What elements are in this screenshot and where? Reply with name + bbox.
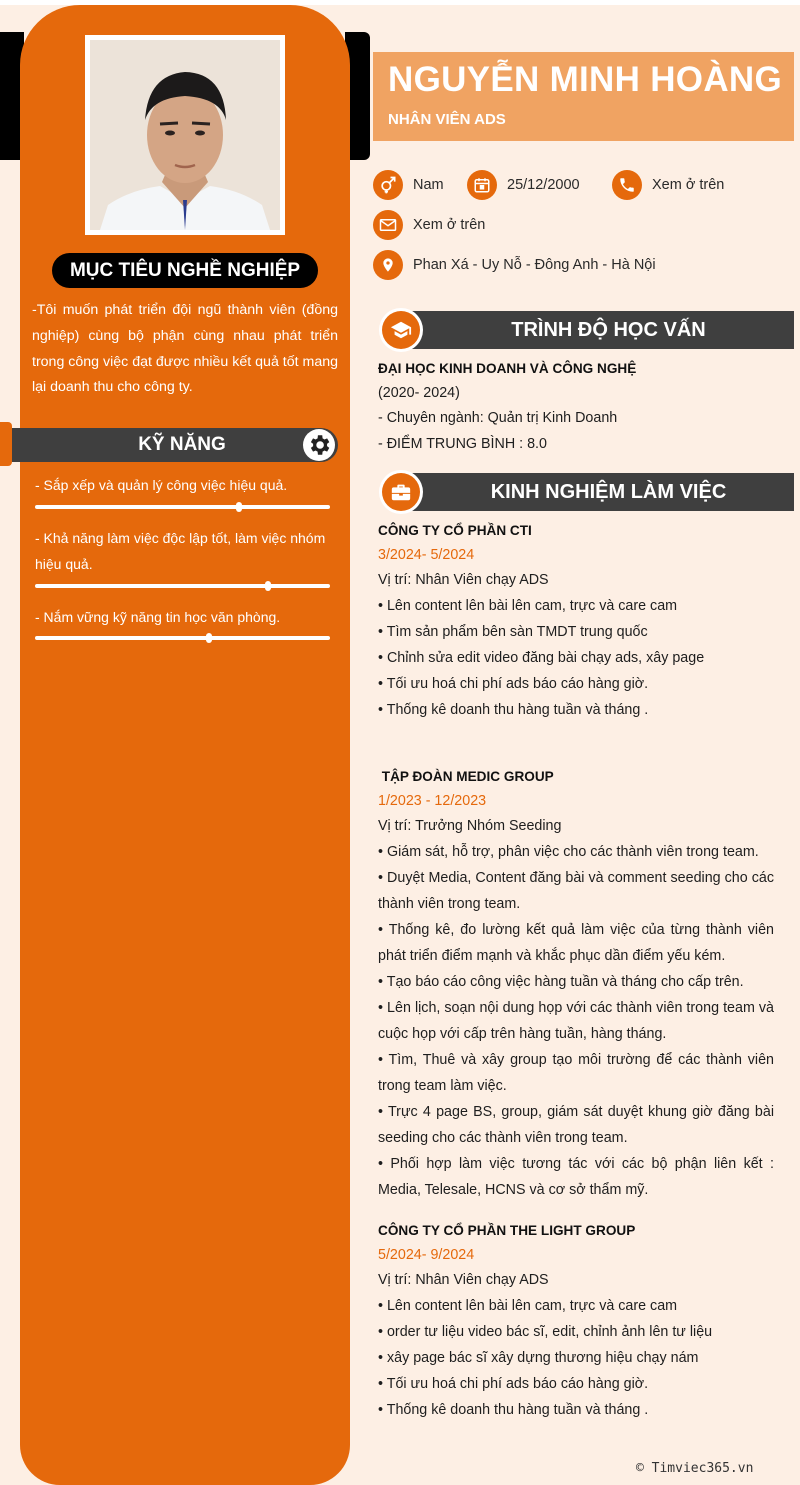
- job-position: Vị trí: Trưởng Nhóm Seeding: [378, 818, 562, 834]
- location-icon: [373, 250, 403, 280]
- name-header: [373, 52, 794, 141]
- phone-icon: [612, 170, 642, 200]
- job-duty: • Tạo báo cáo công việc hàng tuần và tháng cho cấp trên.: [378, 974, 744, 990]
- skill-level-knob: [206, 633, 212, 643]
- job-duty: • Lên content lên bài lên cam, trực và care cam: [378, 1298, 678, 1314]
- job-duty: • xây page bác sĩ xây dựng thương hiệu chạy nám: [378, 1350, 699, 1366]
- job-company: TẬP ĐOÀN MEDIC GROUP: [378, 769, 554, 784]
- experience-header: [373, 473, 794, 511]
- education-period: (2020- 2024): [378, 385, 460, 401]
- job-duty: • Giám sát, hỗ trợ, phân việc cho các thành viên trong team.: [378, 844, 759, 860]
- address-value: Phan Xá - Uy Nỗ - Đông Anh - Hà Nội: [413, 257, 656, 273]
- job-duty: • order tư liệu video bác sĩ, edit, chỉnh ảnh lên tư liệu: [378, 1324, 713, 1340]
- job-company: CÔNG TY CỔ PHẦN CTI: [378, 523, 532, 538]
- dob-value: 25/12/2000: [507, 177, 580, 193]
- footer-watermark: © Timviec365.vn: [636, 1461, 754, 1476]
- objective-heading: MỤC TIÊU NGHỀ NGHIỆP: [52, 253, 318, 288]
- job-duty: • Thống kê doanh thu hàng tuần và tháng .: [378, 1402, 649, 1418]
- job-duty: • Tối ưu hoá chi phí ads báo cáo hàng giờ.: [378, 676, 649, 692]
- skill-level-bar: [35, 505, 330, 509]
- skill-label: - Sắp xếp và quản lý công việc hiệu quả.: [35, 477, 288, 493]
- job-duty: • Tìm, Thuê và xây group tạo môi trường để các thành viên trong team làm việc.: [378, 1052, 774, 1094]
- education-header: [373, 311, 794, 349]
- candidate-name: NGUYỄN MINH HOÀNG: [388, 60, 782, 99]
- skill-level-bar: [35, 636, 330, 640]
- education-gpa: - ĐIỂM TRUNG BÌNH : 8.0: [378, 436, 547, 452]
- graduation-cap-icon: [382, 311, 420, 349]
- gender-icon: [373, 170, 403, 200]
- job-period: 5/2024- 9/2024: [378, 1247, 475, 1263]
- experience-heading: KINH NGHIỆM LÀM VIỆC: [490, 481, 727, 503]
- skill-label: - Khả năng làm việc độc lập tốt, làm việc nhóm hiệu quả.: [35, 530, 326, 572]
- calendar-icon: [467, 170, 497, 200]
- education-major: - Chuyên ngành: Quản trị Kinh Doanh: [378, 410, 618, 426]
- job-duty: • Duyệt Media, Content đăng bài và comment seeding cho các thành viên trong team.: [378, 870, 774, 912]
- skill-level-bar: [35, 584, 330, 588]
- skills-heading-bar: [12, 428, 338, 462]
- job-duty: • Tối ưu hoá chi phí ads báo cáo hàng giờ.: [378, 1376, 649, 1392]
- job-duty: • Chỉnh sửa edit video đăng bài chạy ads, xây page: [378, 650, 705, 666]
- profile-photo-frame: [85, 35, 285, 235]
- gear-icon: [303, 429, 335, 461]
- job-position: Vị trí: Nhân Viên chạy ADS: [378, 1272, 549, 1288]
- job-duty: • Phối hợp làm việc tương tác với các bộ phận liên kết : Media, Telesale, HCNS và cơ sở thẩm mỹ.: [378, 1156, 774, 1198]
- job-duty: • Thống kê doanh thu hàng tuần và tháng .: [378, 702, 649, 718]
- job-period: 3/2024- 5/2024: [378, 547, 475, 563]
- school-name: ĐẠI HỌC KINH DOANH VÀ CÔNG NGHỆ: [378, 361, 637, 376]
- job-duty: • Lên lịch, soạn nội dung họp với các thành viên trong team và cuộc họp với cấp trên hàng tuần, hàng tháng.: [378, 1000, 774, 1042]
- candidate-title: NHÂN VIÊN ADS: [388, 111, 506, 128]
- phone-value: Xem ở trên: [652, 177, 725, 193]
- decor-skills-tab: [0, 422, 12, 466]
- skill-label: - Nắm vững kỹ năng tin học văn phòng.: [35, 609, 281, 625]
- job-position: Vị trí: Nhân Viên chạy ADS: [378, 572, 549, 588]
- education-heading: TRÌNH ĐỘ HỌC VẤN: [511, 319, 706, 341]
- job-duty: • Thống kê, đo lường kết quả làm việc của từng thành viên phát triển điểm mạnh và khắc phục dần điểm yếu kém.: [378, 922, 774, 964]
- job-period: 1/2023 - 12/2023: [378, 793, 487, 809]
- profile-photo: [90, 40, 280, 230]
- job-company: CÔNG TY CỔ PHẦN THE LIGHT GROUP: [378, 1223, 636, 1238]
- briefcase-icon: [382, 473, 420, 511]
- job-duty: • Trực 4 page BS, group, giám sát duyệt khung giờ đăng bài seeding cho các thành viên trong team.: [378, 1104, 774, 1146]
- skill-level-knob: [236, 502, 242, 512]
- email-value: Xem ở trên: [413, 217, 486, 233]
- skill-level-knob: [265, 581, 271, 591]
- skills-heading: KỸ NĂNG: [138, 434, 226, 455]
- job-duty: • Tìm sản phẩm bên sàn TMDT trung quốc: [378, 624, 648, 640]
- gender-value: Nam: [413, 177, 444, 193]
- objective-text: -Tôi muốn phát triển đội ngũ thành viên (đồng nghiệp) cùng bộ phận cùng nhau phát triển trong công việc đạt được nhiều kết quả tốt mang lại doanh thu cho công ty.: [32, 302, 338, 396]
- job-duty: • Lên content lên bài lên cam, trực và care cam: [378, 598, 678, 614]
- email-icon: [373, 210, 403, 240]
